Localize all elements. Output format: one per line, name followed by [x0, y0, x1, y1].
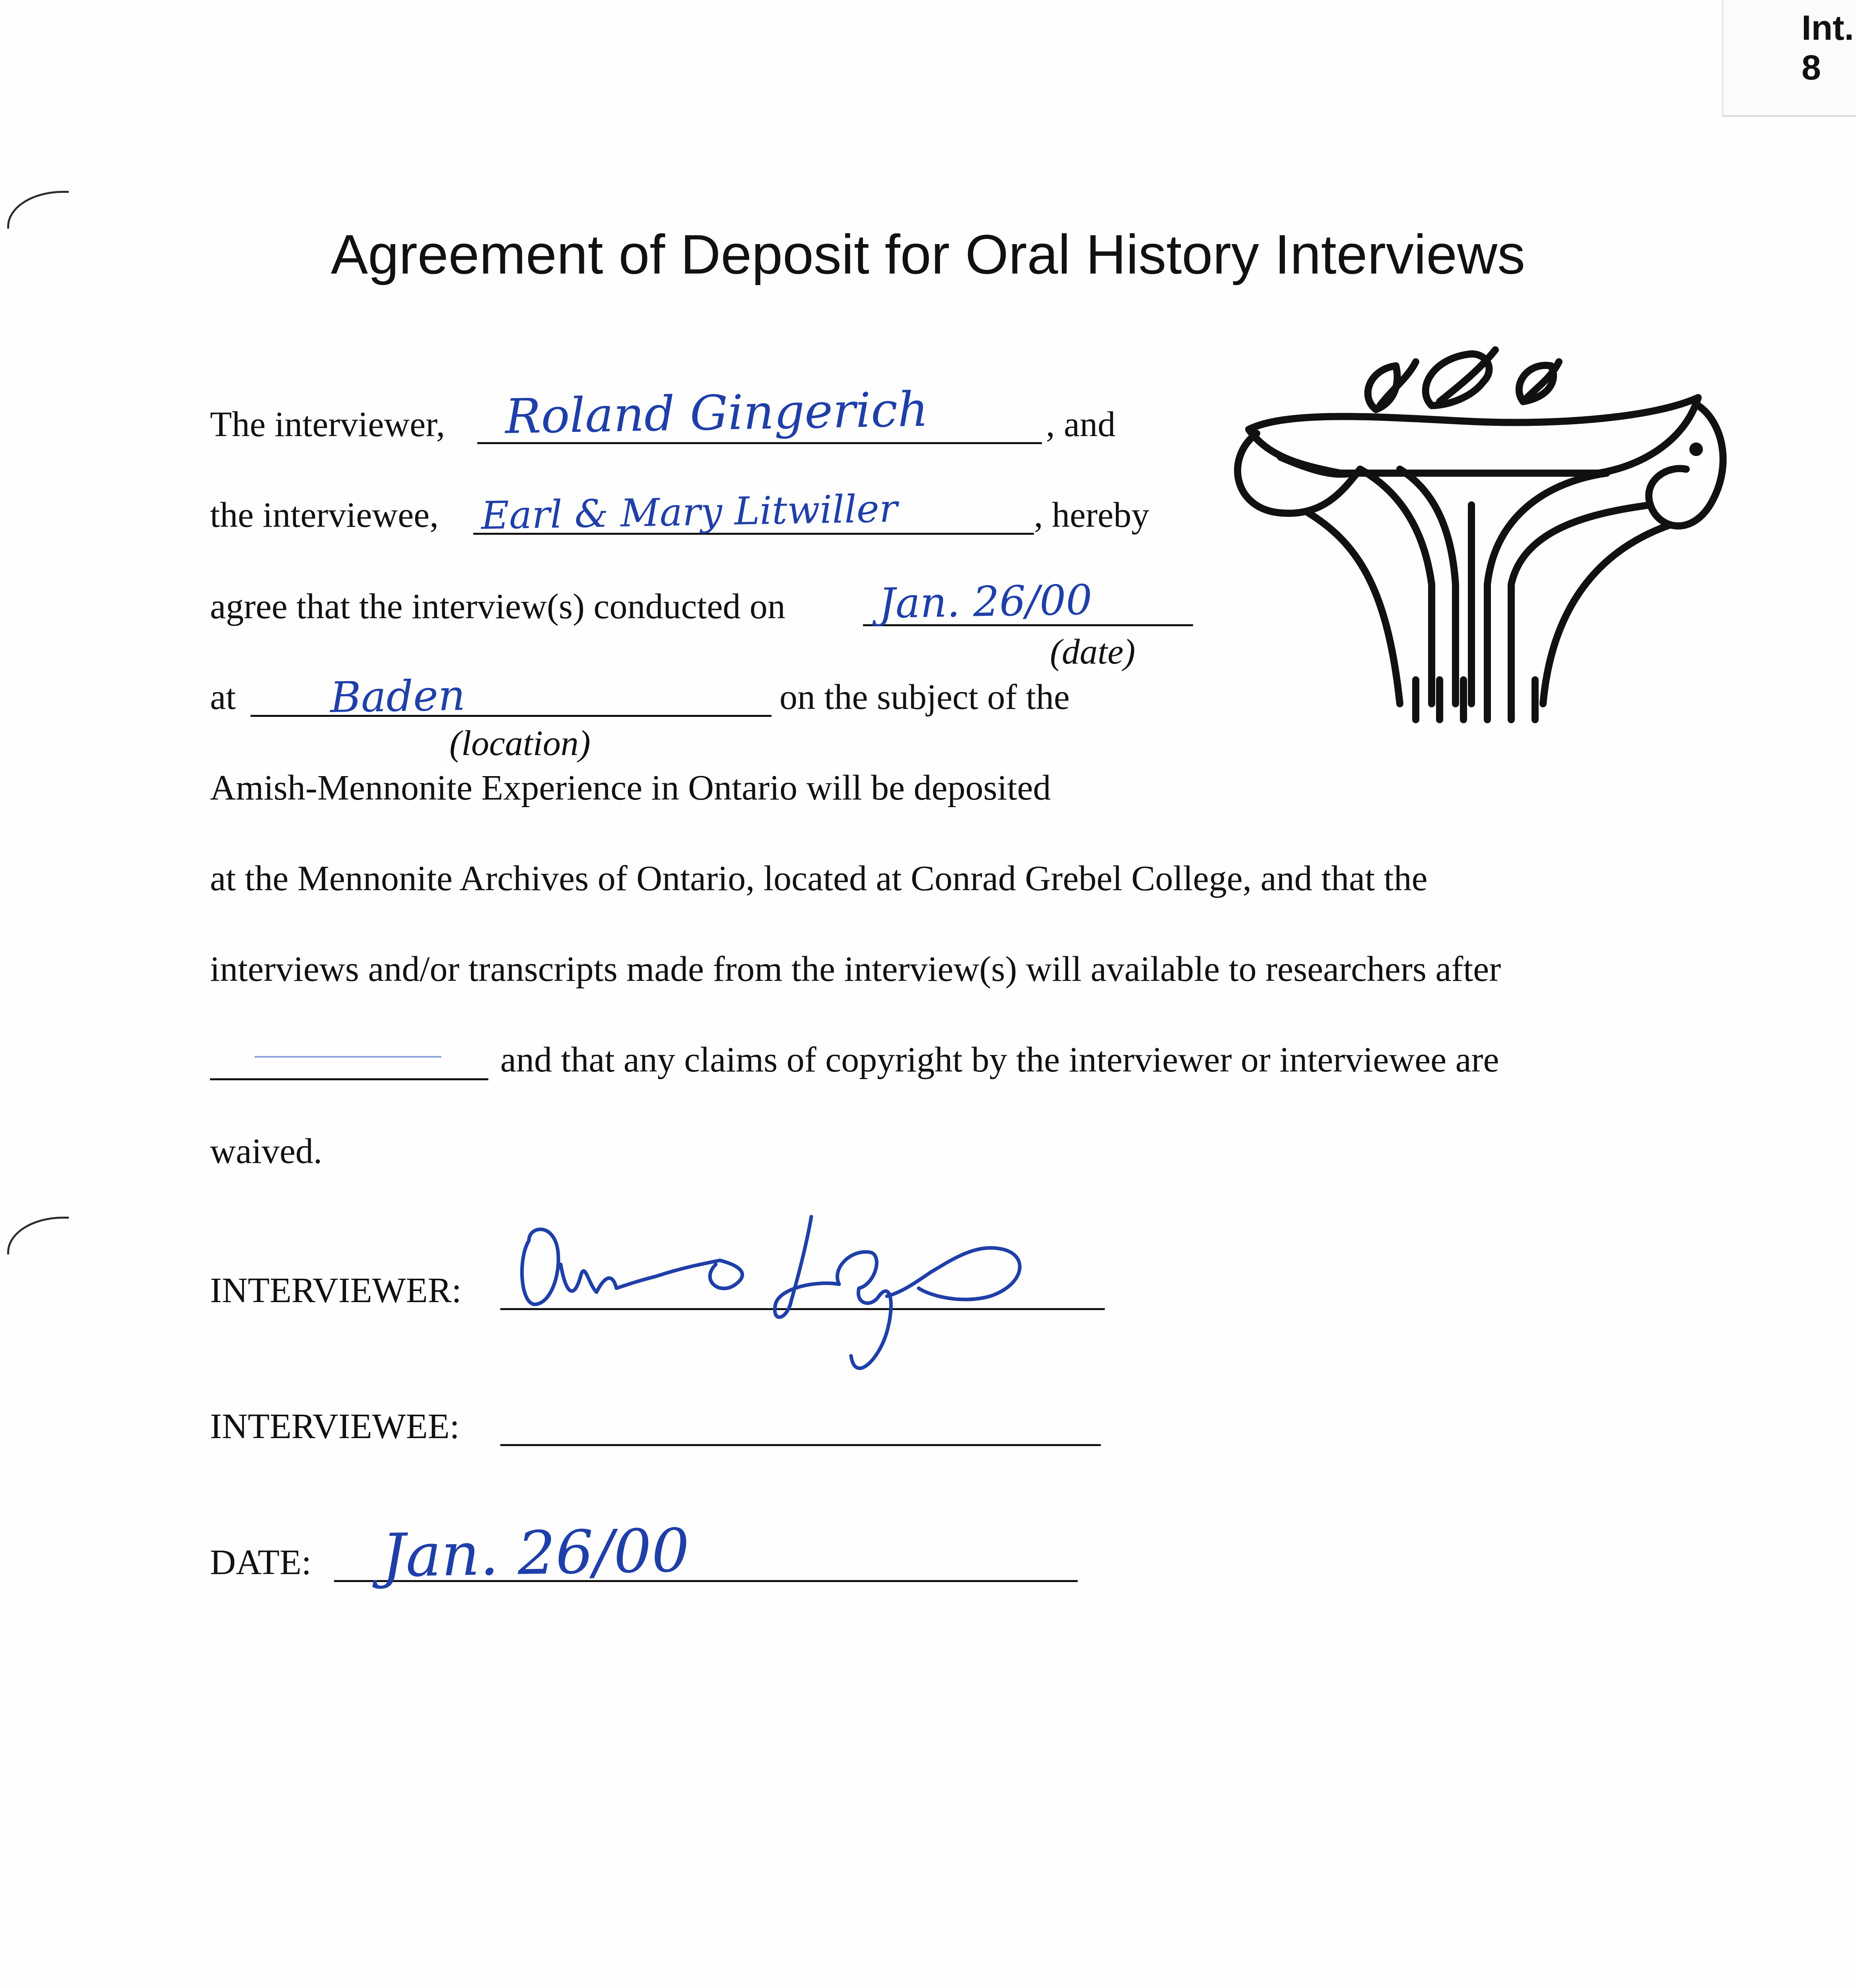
- body-line-amish: Amish-Mennonite Experience in Ontario will be deposited: [210, 768, 1051, 808]
- at-suffix: on the subject of the: [779, 678, 1070, 717]
- body-line-copyright: and that any claims of copyright by the interviewer or interviewee are: [500, 1040, 1499, 1079]
- location-caption: (location): [449, 724, 591, 763]
- interviewee-prefix: the interviewee,: [210, 495, 439, 535]
- at-prefix: at: [210, 678, 236, 717]
- date-caption: (date): [1050, 632, 1135, 672]
- body-line-waived: waived.: [210, 1132, 323, 1171]
- location-line: [251, 715, 772, 717]
- availability-date-pen-mark: [255, 1056, 441, 1058]
- availability-date-line: [210, 1078, 488, 1080]
- conducted-date-handwritten: Jan. 26/00: [878, 575, 1093, 628]
- binder-hole-middle: [7, 1217, 69, 1254]
- document-title: Agreement of Deposit for Oral History Interviews: [330, 223, 1526, 285]
- body-line-archives: at the Mennonite Archives of Ontario, located at Conrad Grebel College, and that the: [210, 859, 1428, 898]
- interviewee-signature-label: INTERVIEWEE:: [210, 1407, 460, 1446]
- interviewer-suffix: , and: [1046, 405, 1116, 444]
- interviewee-name-handwritten: Earl & Mary Litwiller: [481, 486, 898, 538]
- signature-date-handwritten: Jan. 26/00: [381, 1516, 690, 1591]
- mennonite-logo-image: [1209, 338, 1734, 728]
- interviewee-suffix: , hereby: [1034, 495, 1149, 535]
- interviewer-signature-label: INTERVIEWER:: [210, 1271, 462, 1310]
- interview-number-label: Int. 8: [1802, 8, 1854, 87]
- interviewer-name-handwritten: Roland Gingerich: [504, 382, 929, 445]
- signature-date-label: DATE:: [210, 1543, 311, 1582]
- interviewer-signature-image: [513, 1205, 1070, 1427]
- conducted-prefix: agree that the interview(s) conducted on: [210, 587, 785, 626]
- location-handwritten: Baden: [329, 671, 466, 722]
- interviewee-signature-line: [500, 1444, 1101, 1446]
- interviewer-prefix: The interviewer,: [210, 405, 445, 444]
- body-line-interviews: interviews and/or transcripts made from the interview(s) will available to researchers after: [210, 949, 1501, 989]
